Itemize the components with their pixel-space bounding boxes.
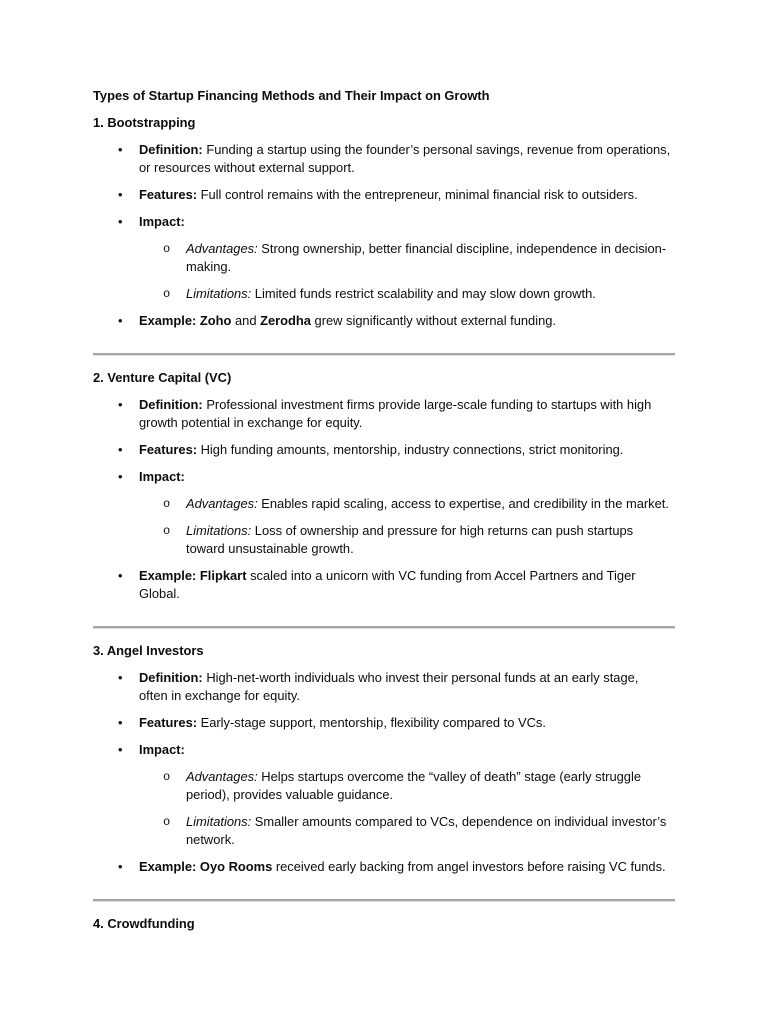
bullet-marker: • (118, 313, 123, 328)
item-label: Example: (139, 859, 197, 874)
item-line (186, 495, 675, 513)
limitations-item (139, 285, 675, 303)
document-title: Types of Startup Financing Methods and Their Impact on Growth (93, 88, 490, 103)
item-label: Features: (139, 187, 198, 202)
limitations-item (139, 522, 675, 558)
item-text: and (231, 313, 261, 328)
item-line: often in exchange for equity. (139, 688, 301, 703)
features-item (93, 714, 675, 732)
impact-item (93, 213, 675, 303)
impact-item (93, 741, 675, 849)
advantages-item (139, 495, 675, 513)
section-heading-bootstrapping: 1. Bootstrapping (93, 115, 196, 130)
item-text: Professional investment firms provide large-scale funding to startups with high (206, 397, 652, 412)
item-text: scaled into a unicorn with VC funding from Accel Partners and Tiger (246, 568, 636, 583)
item-text: Full control remains with the entrepreneur, minimal financial risk to outsiders. (200, 187, 638, 202)
sub-bullet-marker: o (163, 815, 171, 829)
item-text: Helps startups overcome the “valley of death” stage (early struggle (261, 769, 642, 784)
item-label: Example: (139, 313, 197, 328)
advantages-item (139, 240, 675, 276)
item-label: Example: (139, 568, 197, 583)
item-label: Definition: (139, 142, 203, 157)
company-name: Oyo Rooms (199, 859, 273, 874)
sub-bullet-marker: o (163, 497, 171, 511)
item-line (139, 468, 675, 486)
item-line (186, 813, 675, 831)
example-item (93, 567, 675, 603)
sub-bullet-marker: o (163, 242, 171, 256)
bullet-marker: • (118, 187, 123, 202)
item-text: Smaller amounts compared to VCs, dependence on individual investor’s (254, 814, 667, 829)
item-line: making. (186, 259, 232, 274)
bullet-marker: • (118, 568, 123, 583)
item-label: Limitations: (186, 523, 252, 538)
item-line (139, 186, 675, 204)
bullet-marker: • (118, 715, 123, 730)
section-divider (93, 626, 675, 628)
document-body (93, 87, 675, 942)
item-label: Features: (139, 442, 198, 457)
features-item (93, 186, 675, 204)
item-line: period), provides valuable guidance. (186, 787, 394, 802)
item-line (186, 522, 675, 540)
bullet-marker: • (118, 742, 123, 757)
section-heading-crowdfunding: 4. Crowdfunding (93, 916, 195, 931)
item-line (139, 567, 675, 585)
item-text: High-net-worth individuals who invest their personal funds at an early stage, (206, 670, 639, 685)
sub-bullet-marker: o (163, 287, 171, 301)
item-line (139, 312, 675, 330)
item-line: or resources without external support. (139, 160, 355, 175)
example-item (93, 312, 675, 330)
impact-item (93, 468, 675, 558)
item-label: Definition: (139, 670, 203, 685)
item-text: Strong ownership, better financial discipline, independence in decision- (261, 241, 667, 256)
item-label: Limitations: (186, 286, 252, 301)
sub-bullet-marker: o (163, 524, 171, 538)
item-label: Advantages: (186, 769, 258, 784)
item-label: Limitations: (186, 814, 252, 829)
item-label: Advantages: (186, 496, 258, 511)
section-heading-venture-capital: 2. Venture Capital (VC) (93, 370, 232, 385)
item-line (139, 741, 675, 759)
item-line (139, 141, 675, 159)
item-line (139, 441, 675, 459)
item-line (139, 714, 675, 732)
item-line: Global. (139, 586, 180, 601)
item-text: Early-stage support, mentorship, flexibility compared to VCs. (200, 715, 546, 730)
company-name: Zoho (199, 313, 232, 328)
definition-item (93, 396, 675, 432)
company-name: Zerodha (260, 313, 311, 328)
company-name: Flipkart (199, 568, 247, 583)
item-line: network. (186, 832, 235, 847)
item-text: Limited funds restrict scalability and may slow down growth. (254, 286, 596, 301)
item-text: Enables rapid scaling, access to expertise, and credibility in the market. (261, 496, 669, 511)
item-label: Advantages: (186, 241, 258, 256)
item-text: Funding a startup using the founder’s personal savings, revenue from operations, (206, 142, 671, 157)
item-line (186, 768, 675, 786)
section-divider (93, 353, 675, 355)
limitations-item (139, 813, 675, 849)
features-item (93, 441, 675, 459)
item-line (186, 240, 675, 258)
bullet-marker: • (118, 859, 123, 874)
item-label: Impact: (139, 469, 185, 484)
bullet-marker: • (118, 142, 123, 157)
item-label: Impact: (139, 742, 185, 757)
impact-subitems (139, 768, 675, 849)
sub-bullet-marker: o (163, 770, 171, 784)
item-line: growth potential in exchange for equity. (139, 415, 363, 430)
item-line (139, 669, 675, 687)
example-item (93, 858, 675, 876)
item-line (186, 285, 675, 303)
section-heading-angel-investors: 3. Angel Investors (93, 643, 204, 658)
item-label: Definition: (139, 397, 203, 412)
bullet-marker: • (118, 670, 123, 685)
item-line (139, 396, 675, 414)
impact-subitems (139, 240, 675, 303)
item-label: Impact: (139, 214, 185, 229)
item-text: received early backing from angel investors before raising VC funds. (272, 859, 666, 874)
item-text: Loss of ownership and pressure for high returns can push startups (254, 523, 634, 538)
definition-item (93, 141, 675, 177)
bullet-marker: • (118, 469, 123, 484)
item-text: grew significantly without external funding. (310, 313, 557, 328)
section-divider (93, 899, 675, 901)
item-label: Features: (139, 715, 198, 730)
bullet-marker: • (118, 214, 123, 229)
advantages-item (139, 768, 675, 804)
item-line (139, 858, 675, 876)
item-line: toward unsustainable growth. (186, 541, 354, 556)
bullet-marker: • (118, 442, 123, 457)
impact-subitems (139, 495, 675, 558)
bullet-marker: • (118, 397, 123, 412)
item-text: High funding amounts, mentorship, industry connections, strict monitoring. (200, 442, 624, 457)
definition-item (93, 669, 675, 705)
item-line (139, 213, 675, 231)
